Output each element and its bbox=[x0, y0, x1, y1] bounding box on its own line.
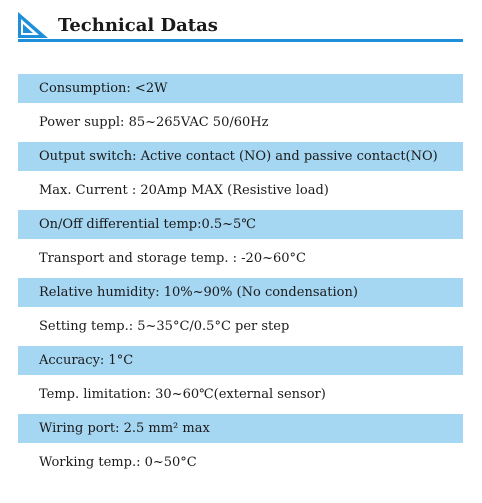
spec-row-max-current bbox=[18, 176, 463, 205]
spec-row-power-supply bbox=[18, 108, 463, 137]
spec-text: Accuracy: 1°C bbox=[39, 353, 134, 368]
section-header bbox=[18, 12, 463, 42]
header-divider bbox=[18, 39, 463, 42]
spec-row-humidity bbox=[18, 278, 463, 307]
spec-text: Working temp.: 0~50°C bbox=[39, 455, 197, 470]
section-title: Technical Datas bbox=[58, 15, 218, 36]
spec-text: Relative humidity: 10%~90% (No condensation) bbox=[39, 285, 358, 300]
spec-text: Wiring port: 2.5 mm² max bbox=[39, 421, 210, 436]
spec-row-setting-temp bbox=[18, 312, 463, 341]
spec-row-differential-temp bbox=[18, 210, 463, 239]
spec-text: Temp. limitation: 30~60℃(external sensor) bbox=[39, 387, 326, 402]
spec-text: Max. Current : 20Amp MAX (Resistive load) bbox=[39, 183, 329, 198]
spec-text: Transport and storage temp. : -20~60°C bbox=[39, 251, 306, 266]
triangle-corner-icon bbox=[18, 12, 48, 38]
spec-row-working-temp bbox=[18, 448, 463, 477]
spec-row-temp-limitation bbox=[18, 380, 463, 409]
spec-row-accuracy bbox=[18, 346, 463, 375]
spec-text: On/Off differential temp:0.5~5℃ bbox=[39, 217, 256, 232]
spec-text: Output switch: Active contact (NO) and passive contact(NO) bbox=[39, 149, 438, 164]
spec-row-storage-temp bbox=[18, 244, 463, 273]
spec-row-output-switch bbox=[18, 142, 463, 171]
spec-row-consumption bbox=[18, 74, 463, 103]
spec-row-wiring-port bbox=[18, 414, 463, 443]
spec-list bbox=[18, 74, 463, 482]
spec-text: Consumption: <2W bbox=[39, 81, 168, 96]
spec-text: Setting temp.: 5~35°C/0.5°C per step bbox=[39, 319, 290, 334]
spec-text: Power suppl: 85~265VAC 50/60Hz bbox=[39, 115, 269, 130]
